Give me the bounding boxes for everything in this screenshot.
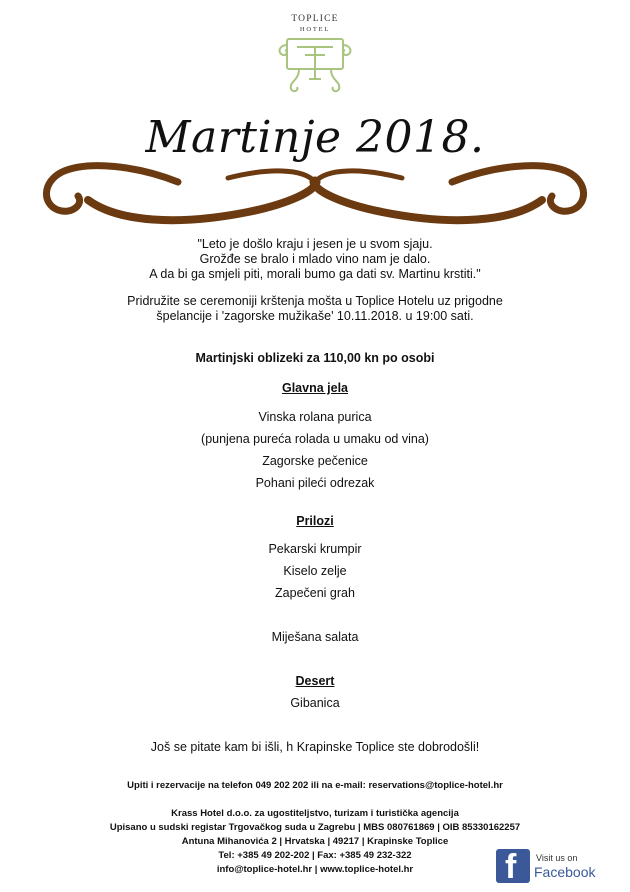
invitation-block	[0, 294, 630, 324]
offer-price: Martinjski oblizeki za 110,00 kn po osobi	[195, 351, 435, 365]
menu-item: Kiselo zelje	[283, 564, 347, 578]
menu-item: Pohani pileći odrezak	[255, 476, 375, 490]
footer-line: info@toplice-hotel.hr | www.toplice-hotel.hr	[216, 864, 414, 875]
hotel-logo	[265, 14, 365, 95]
menu-item: Zagorske pečenice	[262, 454, 368, 468]
dessert-heading	[0, 674, 630, 688]
mains-heading	[0, 381, 630, 395]
invitation-line: špelancije i 'zagorske mužikaše' 10.11.2018. u 19:00 sati.	[156, 309, 474, 323]
sides-heading	[0, 514, 630, 528]
facebook-letter: f	[505, 848, 517, 886]
sides-heading-text: Prilozi	[296, 514, 334, 528]
menu-item: Gibanica	[290, 696, 340, 710]
poem-line: A da bi ga smjeli piti, morali bumo ga dati sv. Martinu krstiti."	[149, 267, 481, 281]
menu-item: Miješana salata	[271, 630, 359, 644]
facebook-link[interactable]	[496, 849, 596, 885]
menu-item: Vinska rolana purica	[258, 410, 372, 424]
menu-item: Zapečeni grah	[275, 586, 355, 600]
poem-line: "Leto je došlo kraju i jesen je u svom sjaju.	[197, 237, 433, 251]
menu-item: (punjena pureća rolada u umaku od vina)	[201, 432, 429, 446]
poem-line: Grožđe se bralo i mlado vino nam je dalo.	[199, 252, 431, 266]
contact-line: Upiti i rezervacije na telefon 049 202 202 ili na e-mail: reservations@toplice-hotel.hr	[127, 780, 503, 791]
facebook-visit-text: Visit us on	[536, 853, 578, 863]
logo-sub: HOTEL	[299, 26, 331, 33]
footer-line: Tel: +385 49 202-202 | Fax: +385 49 232-322	[218, 850, 412, 861]
logo-name: TOPLICE	[291, 14, 339, 24]
flourish-divider-icon	[28, 160, 602, 232]
footer-line: Upisano u sudski registar Trgovačkog suda u Zagrebu | MBS 080761869 | OIB 85330162257	[109, 822, 521, 833]
facebook-wordmark: Facebook	[534, 864, 596, 880]
dessert-heading-text: Desert	[295, 674, 335, 688]
footer-line: Antuna Mihanovića 2 | Hrvatska | 49217 | Krapinske Toplice	[181, 836, 449, 847]
closing-line: Još se pitate kam bi išli, h Krapinske Toplice ste dobrodošli!	[150, 740, 480, 754]
mains-heading-text: Glavna jela	[281, 381, 348, 395]
logo-monogram-icon	[275, 35, 355, 95]
menu-item: Pekarski krumpir	[268, 542, 362, 556]
page-title: Martinje 2018.	[145, 112, 485, 163]
facebook-icon	[496, 848, 530, 886]
poem-block	[0, 237, 630, 282]
footer-line: Krass Hotel d.o.o. za ugostiteljstvo, turizam i turistička agencija	[171, 808, 459, 819]
invitation-line: Pridružite se ceremoniji krštenja mošta u Toplice Hotelu uz prigodne	[127, 294, 503, 308]
